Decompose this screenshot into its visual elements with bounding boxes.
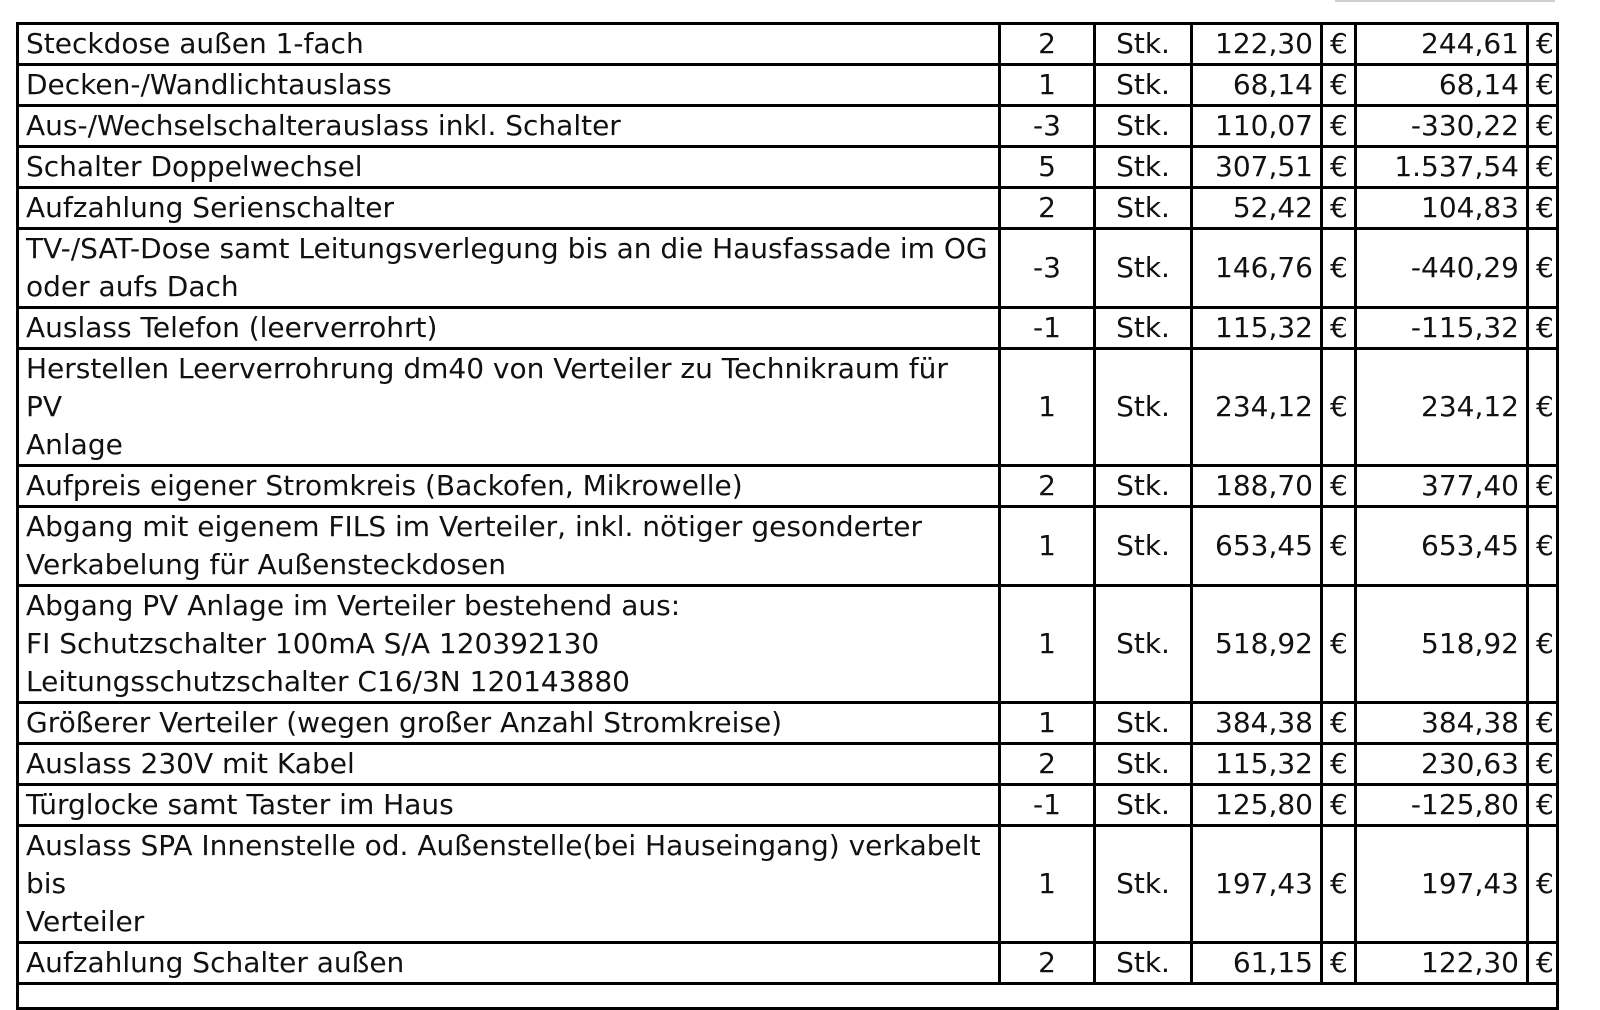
table-row (18, 308, 1558, 349)
item-description: Steckdose außen 1-fach (18, 24, 1000, 65)
table-body (18, 24, 1558, 1009)
item-quantity: 5 (1000, 147, 1095, 188)
item-unit: Stk. (1095, 229, 1192, 308)
total-price-currency: € (1528, 229, 1558, 308)
unit-price-currency: € (1322, 65, 1356, 106)
unit-price-currency: € (1322, 308, 1356, 349)
item-description: Schalter Doppelwechsel (18, 147, 1000, 188)
total-price-currency: € (1528, 466, 1558, 507)
item-description: Auslass Telefon (leerverrohrt) (18, 308, 1000, 349)
item-total-price: 234,12 (1356, 349, 1528, 466)
unit-price-currency: € (1322, 188, 1356, 229)
item-description: Aufzahlung Serienschalter (18, 188, 1000, 229)
unit-price-currency: € (1322, 507, 1356, 586)
item-unit: Stk. (1095, 147, 1192, 188)
item-quantity: 1 (1000, 507, 1095, 586)
item-unit: Stk. (1095, 466, 1192, 507)
total-price-currency: € (1528, 744, 1558, 785)
total-price-currency: € (1528, 826, 1558, 943)
item-total-price: 377,40 (1356, 466, 1528, 507)
unit-price-currency: € (1322, 826, 1356, 943)
item-quantity: 1 (1000, 826, 1095, 943)
item-unit-price: 146,76 (1192, 229, 1322, 308)
item-unit: Stk. (1095, 507, 1192, 586)
item-unit: Stk. (1095, 943, 1192, 984)
item-unit-price: 52,42 (1192, 188, 1322, 229)
table-row (18, 507, 1558, 586)
unit-price-currency: € (1322, 147, 1356, 188)
total-price-currency: € (1528, 188, 1558, 229)
unit-price-currency: € (1322, 744, 1356, 785)
item-unit: Stk. (1095, 785, 1192, 826)
total-price-currency: € (1528, 703, 1558, 744)
unit-price-currency: € (1322, 229, 1356, 308)
cost-estimate-table (16, 22, 1559, 1010)
item-description: Aufzahlung Schalter außen (18, 943, 1000, 984)
table-row (18, 229, 1558, 308)
table-row (18, 65, 1558, 106)
item-quantity: -3 (1000, 229, 1095, 308)
item-description: Aus-/Wechselschalterauslass inkl. Schalter (18, 106, 1000, 147)
item-unit: Stk. (1095, 308, 1192, 349)
item-quantity: -1 (1000, 785, 1095, 826)
item-unit: Stk. (1095, 744, 1192, 785)
total-price-currency: € (1528, 507, 1558, 586)
total-price-currency: € (1528, 943, 1558, 984)
item-quantity: 2 (1000, 943, 1095, 984)
table-row (18, 943, 1558, 984)
item-unit: Stk. (1095, 586, 1192, 703)
item-unit: Stk. (1095, 703, 1192, 744)
unit-price-currency: € (1322, 24, 1356, 65)
item-total-price: 518,92 (1356, 586, 1528, 703)
item-unit-price: 122,30 (1192, 24, 1322, 65)
item-unit-price: 115,32 (1192, 744, 1322, 785)
item-unit-price: 110,07 (1192, 106, 1322, 147)
total-price-currency: € (1528, 586, 1558, 703)
item-unit-price: 188,70 (1192, 466, 1322, 507)
item-description: Größerer Verteiler (wegen großer Anzahl Stromkreise) (18, 703, 1000, 744)
item-total-price: 122,30 (1356, 943, 1528, 984)
item-quantity: 2 (1000, 744, 1095, 785)
unit-price-currency: € (1322, 106, 1356, 147)
item-total-price: -440,29 (1356, 229, 1528, 308)
item-unit-price: 384,38 (1192, 703, 1322, 744)
item-description: Aufpreis eigener Stromkreis (Backofen, Mikrowelle) (18, 466, 1000, 507)
item-unit-price: 197,43 (1192, 826, 1322, 943)
item-unit: Stk. (1095, 65, 1192, 106)
item-unit: Stk. (1095, 826, 1192, 943)
total-price-currency: € (1528, 147, 1558, 188)
unit-price-currency: € (1322, 943, 1356, 984)
item-unit-price: 307,51 (1192, 147, 1322, 188)
item-unit: Stk. (1095, 106, 1192, 147)
header-edge-line (1335, 0, 1555, 2)
item-unit-price: 234,12 (1192, 349, 1322, 466)
item-total-price: -330,22 (1356, 106, 1528, 147)
item-description: Auslass 230V mit Kabel (18, 744, 1000, 785)
item-unit-price: 653,45 (1192, 507, 1322, 586)
item-quantity: -1 (1000, 308, 1095, 349)
table-row (18, 826, 1558, 943)
item-quantity: -3 (1000, 106, 1095, 147)
empty-cell (18, 984, 1558, 1009)
unit-price-currency: € (1322, 586, 1356, 703)
total-price-currency: € (1528, 106, 1558, 147)
table-row (18, 24, 1558, 65)
table-row (18, 349, 1558, 466)
item-quantity: 2 (1000, 24, 1095, 65)
item-unit: Stk. (1095, 349, 1192, 466)
item-total-price: 653,45 (1356, 507, 1528, 586)
item-description: TV-/SAT-Dose samt Leitungsverlegung bis an die Hausfassade im OG oder aufs Dach (18, 229, 1000, 308)
total-price-currency: € (1528, 785, 1558, 826)
item-quantity: 2 (1000, 466, 1095, 507)
unit-price-currency: € (1322, 703, 1356, 744)
item-unit-price: 61,15 (1192, 943, 1322, 984)
total-price-currency: € (1528, 308, 1558, 349)
item-unit: Stk. (1095, 24, 1192, 65)
item-unit: Stk. (1095, 188, 1192, 229)
unit-price-currency: € (1322, 349, 1356, 466)
item-description: Auslass SPA Innenstelle od. Außenstelle(bei Hauseingang) verkabelt bis Verteiler (18, 826, 1000, 943)
item-total-price: 230,63 (1356, 744, 1528, 785)
item-unit-price: 518,92 (1192, 586, 1322, 703)
item-total-price: -115,32 (1356, 308, 1528, 349)
item-unit-price: 68,14 (1192, 65, 1322, 106)
table-row-empty (18, 984, 1558, 1009)
unit-price-currency: € (1322, 785, 1356, 826)
item-quantity: 1 (1000, 586, 1095, 703)
table-row (18, 785, 1558, 826)
unit-price-currency: € (1322, 466, 1356, 507)
table-row (18, 586, 1558, 703)
item-unit-price: 125,80 (1192, 785, 1322, 826)
table-row (18, 106, 1558, 147)
total-price-currency: € (1528, 349, 1558, 466)
item-description: Herstellen Leerverrohrung dm40 von Verteiler zu Technikraum für PV Anlage (18, 349, 1000, 466)
item-total-price: 384,38 (1356, 703, 1528, 744)
table-row (18, 744, 1558, 785)
item-description: Abgang mit eigenem FILS im Verteiler, inkl. nötiger gesonderter Verkabelung für Außensteckdosen (18, 507, 1000, 586)
item-total-price: -125,80 (1356, 785, 1528, 826)
table-row (18, 188, 1558, 229)
item-total-price: 68,14 (1356, 65, 1528, 106)
table-row (18, 466, 1558, 507)
table-row (18, 147, 1558, 188)
total-price-currency: € (1528, 24, 1558, 65)
item-unit-price: 115,32 (1192, 308, 1322, 349)
item-description: Decken-/Wandlichtauslass (18, 65, 1000, 106)
item-quantity: 1 (1000, 703, 1095, 744)
item-quantity: 1 (1000, 65, 1095, 106)
item-total-price: 104,83 (1356, 188, 1528, 229)
item-total-price: 1.537,54 (1356, 147, 1528, 188)
item-total-price: 197,43 (1356, 826, 1528, 943)
item-quantity: 1 (1000, 349, 1095, 466)
item-description: Abgang PV Anlage im Verteiler bestehend aus: FI Schutzschalter 100mA S/A 120392130 Leitungsschutzschalter C16/3N 120143880 (18, 586, 1000, 703)
item-quantity: 2 (1000, 188, 1095, 229)
table-row (18, 703, 1558, 744)
total-price-currency: € (1528, 65, 1558, 106)
item-description: Türglocke samt Taster im Haus (18, 785, 1000, 826)
item-total-price: 244,61 (1356, 24, 1528, 65)
